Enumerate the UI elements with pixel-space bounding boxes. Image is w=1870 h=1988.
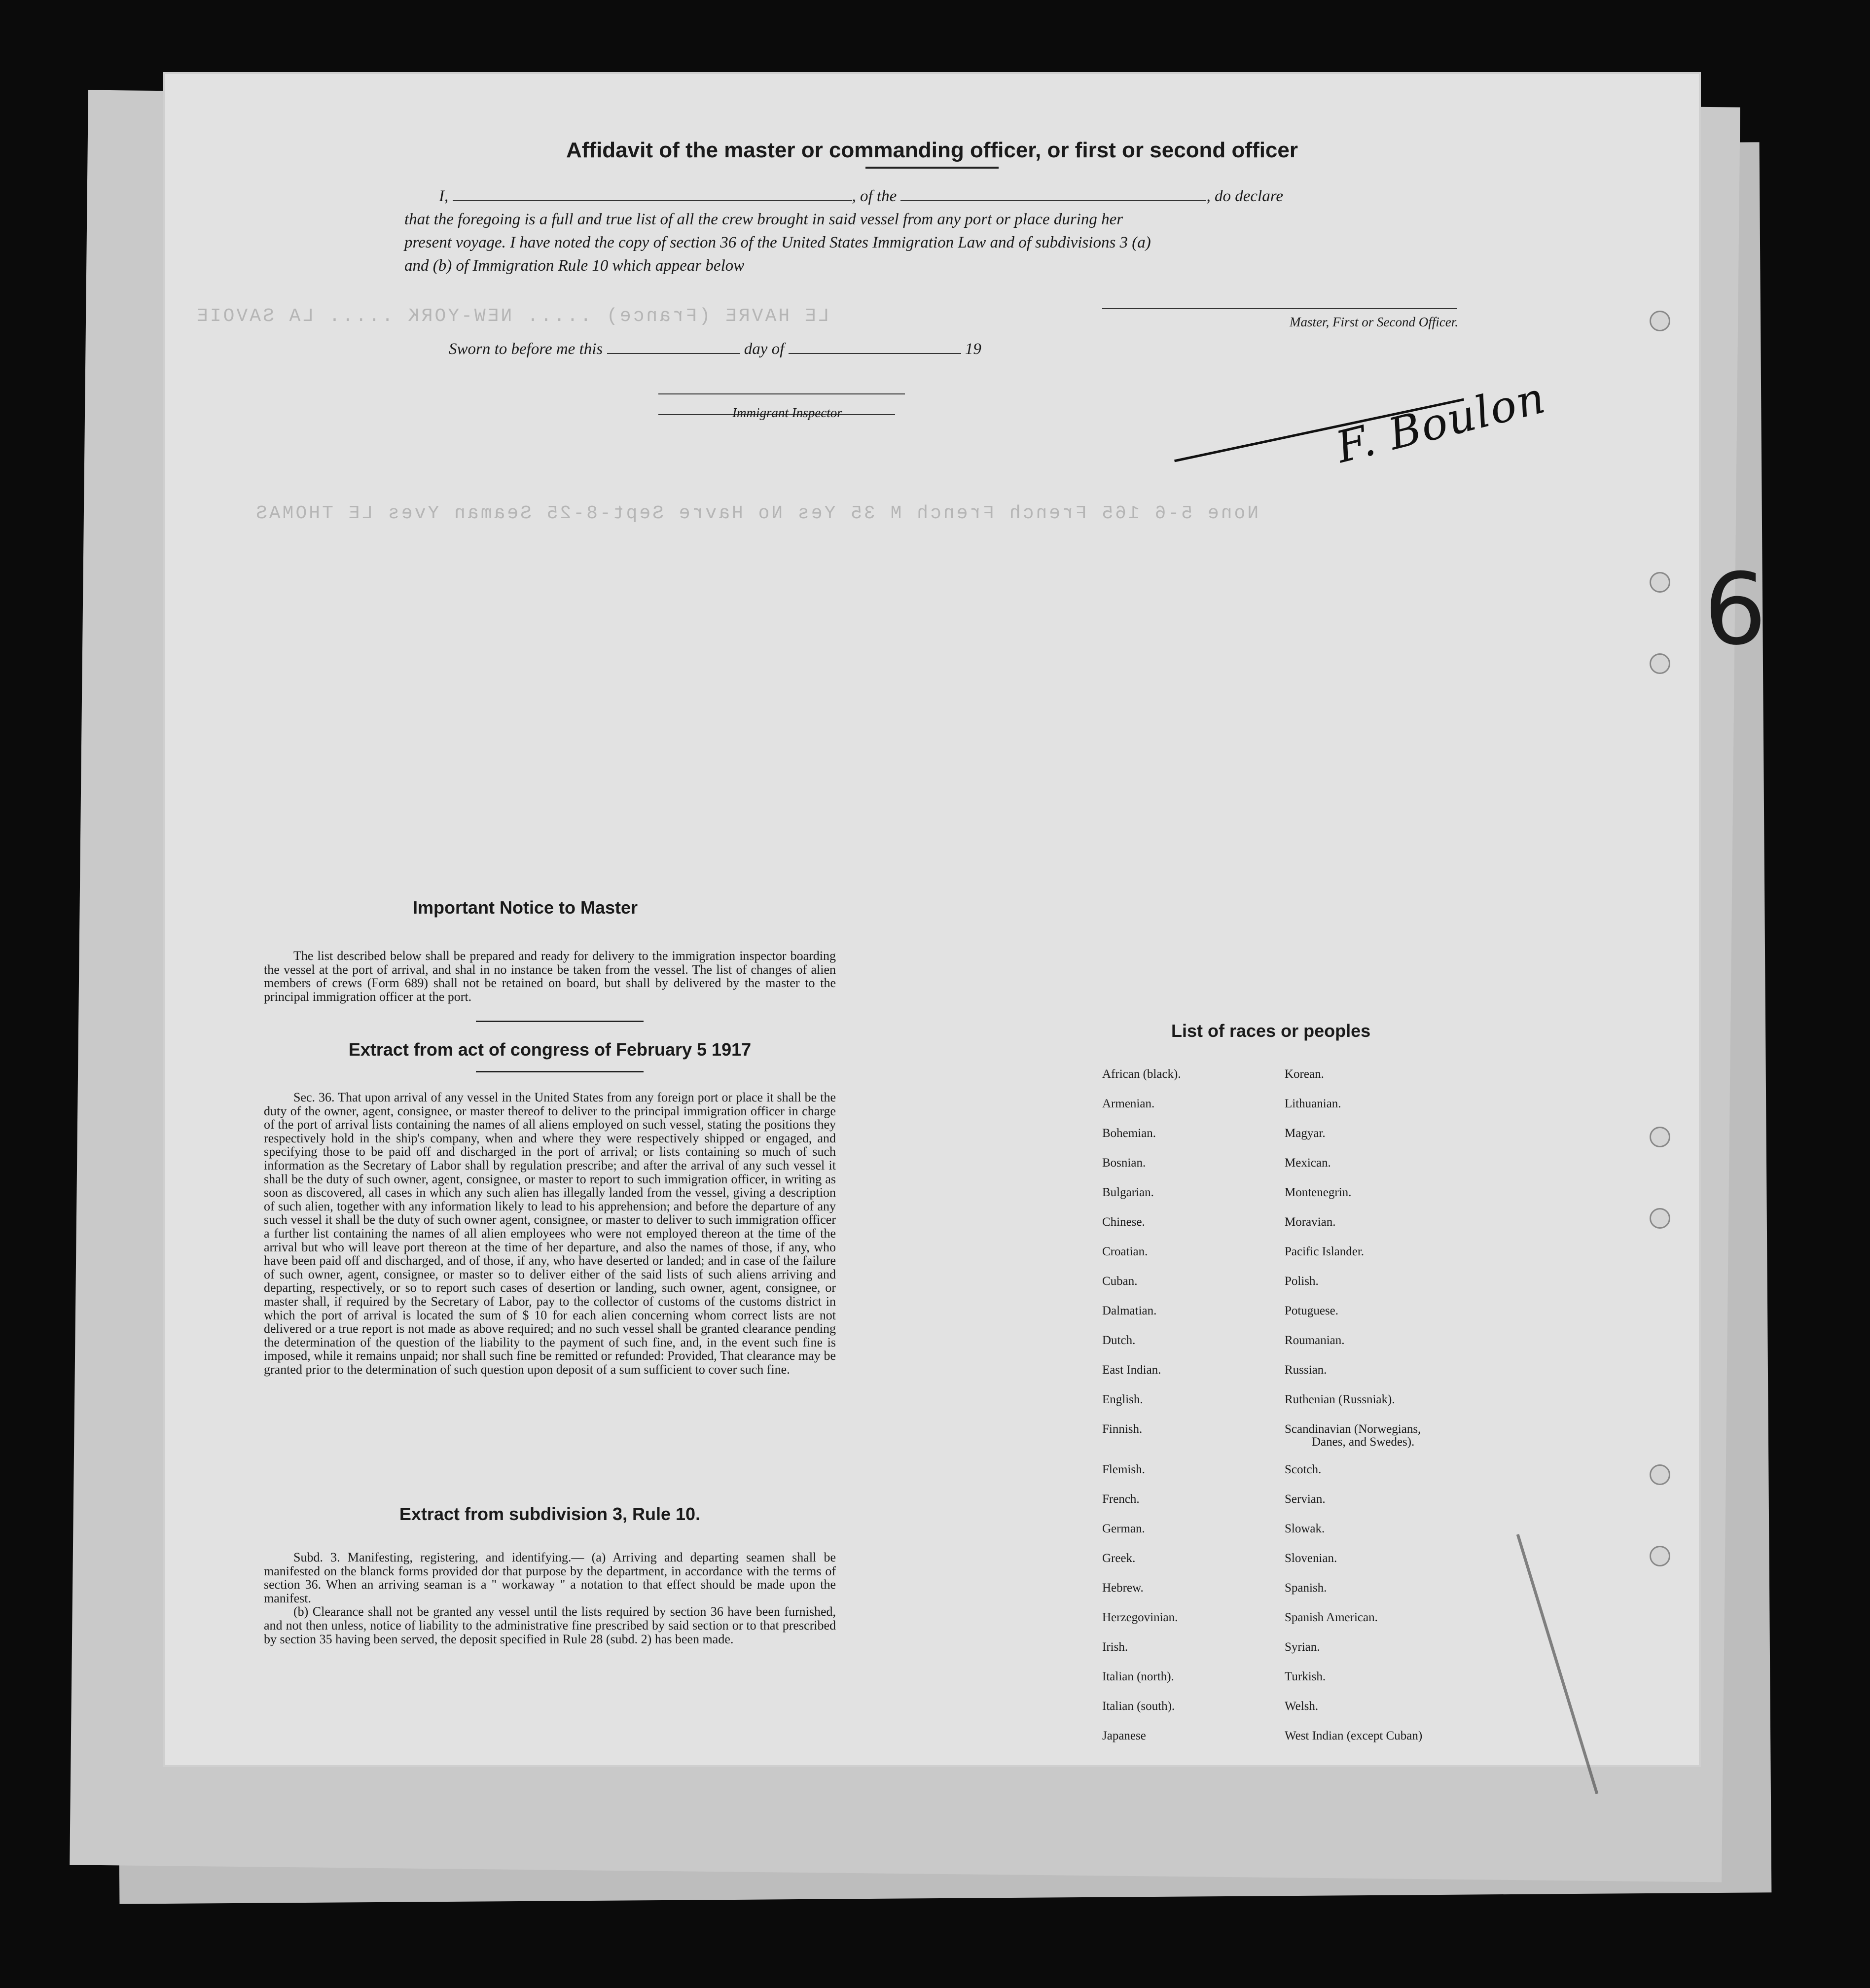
race-item: Bosnian. [1102, 1156, 1146, 1170]
race-item: Spanish. [1285, 1581, 1327, 1595]
affidavit-i: I, [439, 187, 449, 205]
punch-hole [1650, 653, 1670, 674]
race-item: Croatian. [1102, 1245, 1148, 1258]
affidavit-title: Affidavit of the master or commanding officer, or first or second officer [566, 138, 1298, 162]
bleed-through-header: LE HAVRE (France) ..... NEW-YORK ..... LA SAVOIE [195, 306, 829, 327]
extract-rule-title: Extract from subdivision 3, Rule 10. [399, 1504, 701, 1524]
sworn-prefix: Sworn to before me this [449, 340, 603, 358]
master-caption: Master, First or Second Officer. [1290, 315, 1458, 329]
race-item: Syrian. [1285, 1640, 1320, 1654]
section-36-paragraph: Sec. 36. That upon arrival of any vessel in the United States from any foreign port or place it shall be the duty of the owner, agent, consignee, or master thereof to deliver to the principal immigration officer in charge of the port of arrival lists containing the names of all aliens employed on such vessel, stating the positions they respectively hold in the ship's company, when and where they were respectively shipped or engaged, and specifying those to be paid off and discharged in the port of arrival; or lists containing so much of such information as the Secretary of Labor shall by regulation prescribe; and after the arrival of any such vessel it shall be the duty of such owner, agent, consignee, or master to report to such immigration officer, in writing as soon as discovered, all cases in which any such alien has illegally landed from the vessel, giving a description of such alien, together with any information likely to lead to his apprehension; and before the departure of any such vessel it shall be the duty of such owner agent, consignee, or master to deliver to such immigration officer a further list containing the names of all alien employees who were not employed thereon at the time of the arrival but who will leave port thereon at the time of her departure, and also the names of those, if any, who have been paid off and discharged, and of those, if any, who have deserted or landed; and in case of the failure of such owner, agent, consignee, or master so to deliver either of the said lists of such aliens arriving and departing, respectively, or so to report such cases of desertion or landing, such owner, agent, consignee, or master shall, if required by the Secretary of Labor, pay to the collector of customs of the customs district in which the port of arrival is located the sum of $ 10 for each alien concerning whom correct lists are not delivered or a true report is not made as above required; and no such vessel shall be granted clearance pending the determination of the question of the liability to the payment of such fine, and, in the event such fine is imposed, while it remains unpaid; nor shall such fine be remitted or refunded: Provided, That clearance may be granted prior to the determination of such question upon deposit of a sum sufficient to cover such fine. [264, 1090, 836, 1377]
race-item: Polish. [1285, 1275, 1319, 1288]
race-item: Armenian. [1102, 1097, 1155, 1110]
notice-title: Important Notice to Master [412, 897, 638, 918]
race-item: African (black). [1102, 1067, 1181, 1081]
affidavit-line-2: that the foregoing is a full and true list of all the crew brought in said vessel from any port or place during her [404, 211, 1123, 228]
race-item: Slowak. [1285, 1522, 1325, 1535]
race-item: French. [1102, 1492, 1140, 1506]
race-item: Finnish. [1102, 1422, 1143, 1436]
race-item: Irish. [1102, 1640, 1128, 1654]
inspector-caption: Immigrant Inspector [732, 405, 842, 420]
declarant-name-field[interactable] [453, 200, 852, 201]
race-item: Herzegovinian. [1102, 1611, 1178, 1624]
race-item: Lithuanian. [1285, 1097, 1341, 1110]
race-item: Hebrew. [1102, 1581, 1144, 1595]
race-item: Roumanian. [1285, 1334, 1345, 1347]
notice-paragraph: The list described below shall be prepared and ready for delivery to the immigration inspector boarding the vessel at the port of arrival, and shal in no instance be taken from the vessel. The list of changes of alien members of crews (Form 689) shall not be retained on board, but shall by delivered by the master to the principal immigration officer at the port. [264, 949, 836, 1004]
sworn-day-label: day of [744, 340, 785, 358]
race-item: Greek. [1102, 1552, 1136, 1565]
race-item: East Indian. [1102, 1363, 1161, 1377]
races-title: List of races or peoples [1171, 1021, 1371, 1041]
race-item: Scotch. [1285, 1463, 1322, 1476]
race-item: Japanese [1102, 1729, 1146, 1742]
race-item: Italian (north). [1102, 1670, 1174, 1683]
race-item: Welsh. [1285, 1700, 1319, 1713]
extract-rule-text [264, 1551, 836, 1646]
race-item: Dalmatian. [1102, 1304, 1157, 1317]
race-item: Russian. [1285, 1363, 1327, 1377]
race-item: Moravian. [1285, 1215, 1336, 1229]
affidavit-body [404, 185, 1539, 278]
race-item-continuation: Danes, and Swedes). [1312, 1435, 1415, 1449]
affidavit-line-1 [404, 185, 1539, 208]
race-item: Korean. [1285, 1067, 1324, 1081]
handwritten-six: 6 [1704, 552, 1767, 667]
race-item: West Indian (except Cuban) [1285, 1729, 1423, 1742]
punch-hole [1650, 1464, 1670, 1485]
officer-rank-field[interactable] [900, 200, 1206, 201]
race-item: English. [1102, 1393, 1143, 1406]
master-signature: F. Boulon [1331, 372, 1551, 473]
race-item: Flemish. [1102, 1463, 1145, 1476]
sworn-day-field[interactable] [607, 353, 740, 354]
extract-act-rule [476, 1071, 644, 1072]
race-item: Spanish American. [1285, 1611, 1378, 1624]
race-item: Dutch. [1102, 1334, 1136, 1347]
race-item: Montenegrin. [1285, 1186, 1352, 1199]
race-item: Magyar. [1285, 1127, 1326, 1140]
extract-act-text [264, 1091, 836, 1376]
rule-paragraph-b: (b) Clearance shall not be granted any vessel until the lists required by section 36 have been furnished, and not then unless, notice of liability to the administrative fine prescribed by said section or to that prescribed by section 35 having been served, the deposit specified in Rule 28 (subd. 2) has been made. [264, 1604, 836, 1646]
punch-hole [1650, 1127, 1670, 1147]
race-item: Potuguese. [1285, 1304, 1339, 1317]
race-item: Turkish. [1285, 1670, 1326, 1683]
punch-hole [1650, 1208, 1670, 1229]
punch-hole [1650, 311, 1670, 331]
race-item: Slovenian. [1285, 1552, 1337, 1565]
race-item: Scandinavian (Norwegians, [1285, 1422, 1421, 1436]
race-item: Bulgarian. [1102, 1186, 1154, 1199]
sworn-month-field[interactable] [789, 353, 961, 354]
race-item: Ruthenian (Russniak). [1285, 1393, 1395, 1406]
race-item: German. [1102, 1522, 1145, 1535]
race-item: Pacific Islander. [1285, 1245, 1365, 1258]
race-item: Italian (south). [1102, 1700, 1175, 1713]
sworn-line [449, 338, 1139, 361]
affidavit-of: , of the [852, 187, 897, 205]
sworn-year-label: 19 [965, 340, 981, 358]
affidavit-line-4: and (b) of Immigration Rule 10 which appear below [404, 257, 745, 275]
race-item: Chinese. [1102, 1215, 1145, 1229]
affidavit-line-3: present voyage. I have noted the copy of section 36 of the United States Immigration Law and of subdivisions 3 (a) [404, 234, 1151, 251]
notice-text [264, 949, 836, 1003]
affidavit-declare: , do declare [1206, 187, 1283, 205]
race-item: Bohemian. [1102, 1127, 1156, 1140]
rule-paragraph-a: Subd. 3. Manifesting, registering, and identifying.— (a) Arriving and departing seamen shall be manifested on the blanck forms provided dor that purpose by the department, in accordance with the terms of section 36. When an arriving seaman is a " workaway " a notation to that effect should be made upon the manifest. [264, 1550, 836, 1605]
notice-rule [476, 1021, 644, 1022]
race-item: Cuban. [1102, 1275, 1138, 1288]
race-item: Mexican. [1285, 1156, 1331, 1170]
title-rule [865, 167, 999, 169]
master-signature-line [1102, 308, 1457, 309]
inspector-line-upper [658, 393, 905, 394]
manifest-back-page [165, 74, 1699, 1765]
punch-hole [1650, 572, 1670, 593]
race-item: Servian. [1285, 1492, 1326, 1506]
bleed-through-row: None 5-6 165 French French M 35 Yes No Havre Sept-8-25 Seaman Yves LE THOMAS [254, 503, 1259, 524]
punch-hole [1650, 1546, 1670, 1566]
extract-act-title: Extract from act of congress of February 5 1917 [348, 1039, 752, 1060]
paper-crease [1516, 1534, 1599, 1794]
